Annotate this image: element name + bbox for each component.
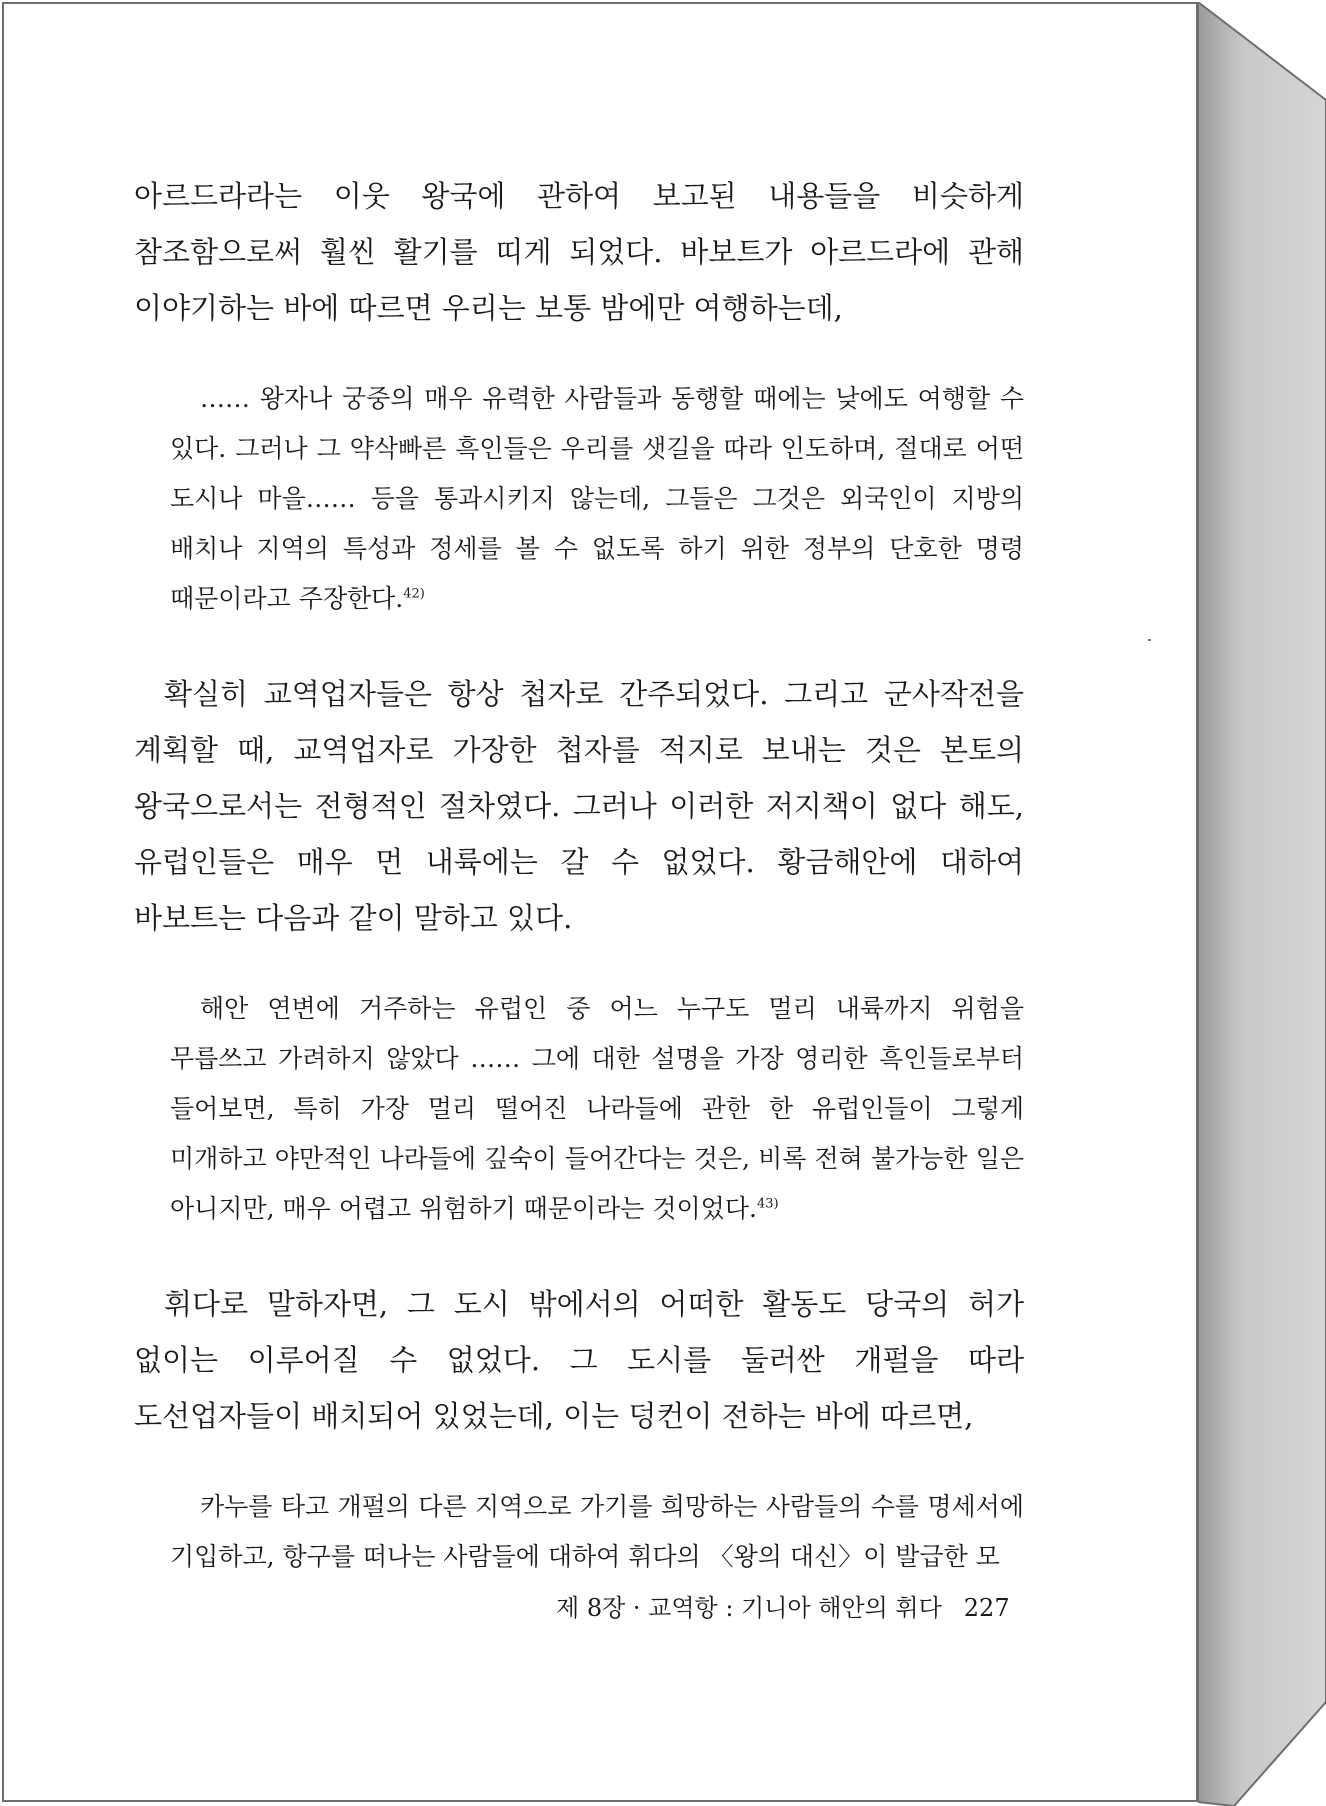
block-quote-2 <box>170 984 1024 1234</box>
paragraph-3: 휘다로 말하자면, 그 도시 밖에서의 어떠한 활동도 당국의 허가 없이는 이루어질 수 없었다. 그 도시를 둘러싼 개펄을 따라 도선업자들이 배치되어 있었는데, 이는 덩컨이 전하는 바에 따르면, <box>134 1287 1024 1433</box>
page-speck <box>1148 639 1151 641</box>
block-quote-1 <box>170 374 1024 624</box>
block-quote-3: 카누를 타고 개펄의 다른 지역으로 가기를 희망하는 사람들의 수를 명세서에 기입하고, 항구를 떠나는 사람들에 대하여 휘다의 〈왕의 대신〉이 발급한 모 <box>170 1492 1024 1571</box>
paragraph-1: 아르드라라는 이웃 왕국에 관하여 보고된 내용들을 비슷하게 참조함으로써 훨씬 활기를 띠게 되었다. 바보트가 아르드라에 관해 이야기하는 바에 따르면 우리는 보통 밤에만 여행하는데, <box>134 179 1024 325</box>
footnote-ref-43: 43) <box>756 1196 779 1212</box>
block-quote-1-text: …… 왕자나 궁중의 매우 유력한 사람들과 동행할 때에는 낮에도 여행할 수 있다. 그러나 그 약삭빠른 흑인들은 우리를 샛길을 따라 인도하며, 절대로 어떤 도시나 마을…… 등을 통과시키지 않는데, 그들은 그것은 외국인이 지방의 배치나 지역의 특성과 정세를 볼 수 없도록 하기 위한 정부의 단호한 명령 때문이라고 주장한다. <box>170 384 1024 613</box>
page-text <box>134 168 1024 1582</box>
page-number: 227 <box>963 1594 1010 1622</box>
block-quote-2-text: 해안 연변에 거주하는 유럽인 중 어느 누구도 멀리 내륙까지 위험을 무릅쓰고 가려하지 않았다 …… 그에 대한 설명을 가장 영리한 흑인들로부터 들어보면, 특히 가장 멀리 떨어진 나라들에 관한 한 유럽인들이 그렇게 미개하고 야만적인 나라들에 깊숙이 들어간다는 것은, 비록 전혀 불가능한 일은 아니지만, 매우 어렵고 위험하기 때문이라는 것이었다. <box>170 994 1024 1223</box>
footnote-ref-42: 42) <box>403 586 425 602</box>
running-title: 제 8장 · 교역항 : 기니아 해안의 휘다 <box>556 1594 942 1622</box>
book-spine <box>1198 2 1326 1806</box>
running-footer <box>556 1588 1010 1623</box>
paragraph-2: 확실히 교역업자들은 항상 첩자로 간주되었다. 그리고 군사작전을 계획할 때, 교역업자로 가장한 첩자를 적지로 보내는 것은 본토의 왕국으로서는 전형적인 절차였다. 그러나 이러한 저지책이 없다 해도, 유럽인들은 매우 먼 내륙에는 갈 수 없었다. 황금해안에 대하여 바보트는 다음과 같이 말하고 있다. <box>134 677 1024 935</box>
